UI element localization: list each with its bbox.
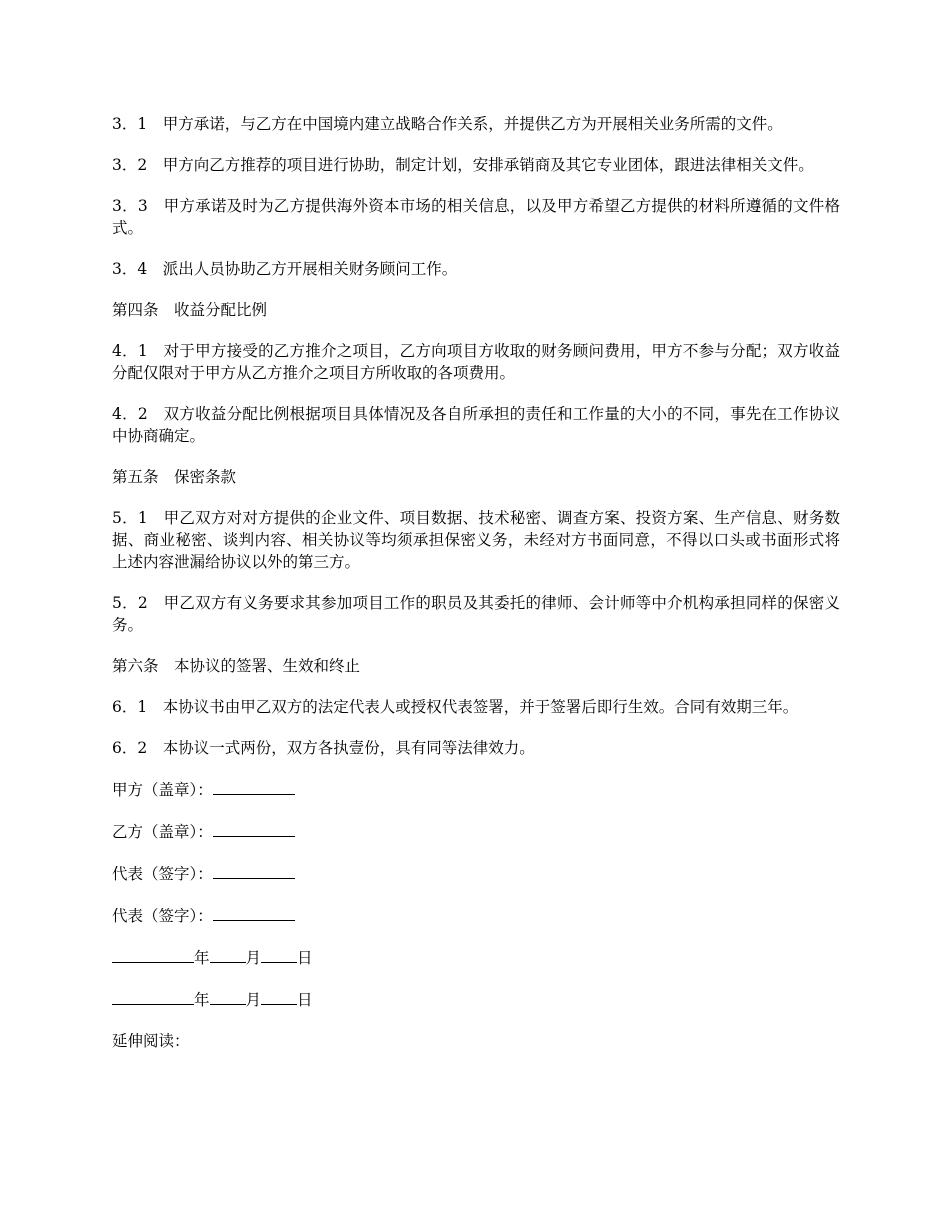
date-2-month-blank	[210, 988, 246, 1005]
representative-2-sign-label: 代表（签字）：	[112, 907, 213, 925]
date-2-year-blank	[112, 988, 194, 1005]
clause-3-1: 3．1 甲方承诺，与乙方在中国境内建立战略合作关系，并提供乙方为开展相关业务所需的文件。	[112, 115, 783, 133]
clause-6-2: 6．2 本协议一式两份，双方各执壹份，具有同等法律效力。	[112, 739, 535, 757]
representative-1-sign-blank	[213, 862, 295, 879]
representative-2-sign-blank	[213, 904, 295, 921]
date-2-day-blank	[261, 988, 297, 1005]
date-1-day-label: 日	[297, 949, 313, 967]
representative-1-sign-line	[112, 862, 840, 885]
date-2-month-label: 月	[245, 991, 262, 1009]
date-line-2	[112, 988, 840, 1011]
date-1-month-blank	[210, 946, 246, 963]
clause-4-2: 4．2 双方收益分配比例根据项目具体情况及各自所承担的责任和工作量的大小的不同，事先在工作协议中协商确定。	[112, 405, 840, 445]
clause-4-1: 4．1 对于甲方接受的乙方推介之项目，乙方向项目方收取的财务顾问费用，甲方不参与分配；双方收益分配仅限对于甲方从乙方推介之项目方所收取的各项费用。	[112, 342, 840, 382]
party-b-seal-blank	[213, 820, 295, 837]
representative-2-sign-line	[112, 904, 840, 927]
clause-6-1: 6．1 本协议书由甲乙双方的法定代表人或授权代表签署，并于签署后即行生效。合同有效期三年。	[112, 698, 799, 716]
article-5-heading: 第五条 保密条款	[112, 468, 237, 486]
clause-3-3: 3．3 甲方承诺及时为乙方提供海外资本市场的相关信息，以及甲方希望乙方提供的材料所遵循的文件格式。	[112, 197, 840, 237]
article-4-heading: 第四条 收益分配比例	[112, 301, 268, 319]
date-2-day-label: 日	[297, 991, 313, 1009]
document-body	[112, 113, 840, 1071]
party-a-seal-line	[112, 778, 840, 801]
representative-1-sign-label: 代表（签字）：	[112, 865, 213, 883]
clause-3-4: 3．4 派出人员协助乙方开展相关财务顾问工作。	[112, 260, 458, 278]
party-a-seal-label: 甲方（盖章）：	[112, 781, 213, 799]
clause-3-2: 3．2 甲方向乙方推荐的项目进行协助，制定计划，安排承销商及其它专业团体，跟进法律相关文件。	[112, 156, 814, 174]
date-1-year-blank	[112, 946, 194, 963]
party-a-seal-blank	[213, 778, 295, 795]
date-1-month-label: 月	[245, 949, 262, 967]
date-1-day-blank	[261, 946, 297, 963]
clause-5-1: 5．1 甲乙双方对对方提供的企业文件、项目数据、技术秘密、调查方案、投资方案、生产信息、财务数据、商业秘密、谈判内容、相关协议等均须承担保密义务，未经对方书面同意，不得以口头或书面形式将上述内容泄漏给协议以外的第三方。	[112, 509, 840, 571]
article-6-heading: 第六条 本协议的签署、生效和终止	[112, 657, 361, 675]
party-b-seal-label: 乙方（盖章）：	[112, 823, 213, 841]
further-reading-label: 延伸阅读：	[112, 1032, 190, 1050]
date-1-year-label: 年	[194, 949, 210, 967]
party-b-seal-line	[112, 820, 840, 843]
clause-5-2: 5．2 甲乙双方有义务要求其参加项目工作的职员及其委托的律师、会计师等中介机构承担同样的保密义务。	[112, 594, 840, 634]
date-2-year-label: 年	[194, 991, 210, 1009]
date-line-1	[112, 946, 840, 969]
